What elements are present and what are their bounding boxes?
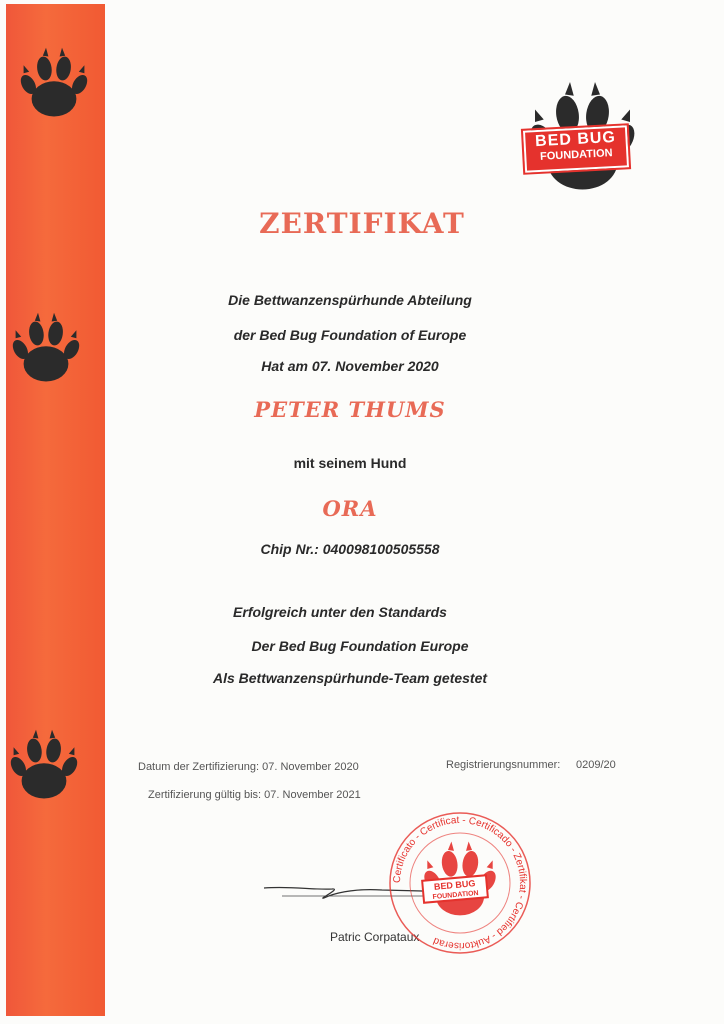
paw-print-icon [6,307,86,392]
foundation-logo-label [523,125,629,172]
paw-print-icon [14,42,94,127]
signer-name: Patric Corpataux [330,930,420,944]
certificate-title: ZERTIFIKAT [259,207,465,240]
paw-print-icon [4,724,84,809]
dog-name: ORA [322,496,378,521]
stamp-ring-text: Certificato - Certificat - Certificado - Zertifikat - Certified - Auktoriserad [391,814,529,952]
intro-line-3: Hat am 07. November 2020 [261,358,439,374]
decorative-side-strip [6,4,105,1016]
certification-stamp [385,808,535,958]
registration-number: 0209/20 [576,759,616,771]
result-line-2: Der Bed Bug Foundation Europe [251,638,469,654]
logo-line2: FOUNDATION [539,147,613,163]
valid-until: Zertifizierung gültig bis: 07. November 2021 [148,789,361,801]
intro-line-1: Die Bettwanzenspürhunde Abteilung [228,292,472,308]
certification-date: Datum der Zertifizierung: 07. November 2020 [138,761,359,773]
intro-line-2: der Bed Bug Foundation of Europe [233,327,467,343]
result-line-3: Als Bettwanzenspürhunde-Team getestet [212,670,488,686]
stamp-logo-line2: FOUNDATION [432,889,479,901]
registration-label: Registrierungsnummer: [446,759,561,771]
logo-line1: BED BUG [534,128,617,151]
with-dog-text: mit seinem Hund [293,455,407,471]
stamp-logo-line1: BED BUG [433,878,476,892]
chip-number: Chip Nr.: 040098100505558 [260,541,440,557]
result-line-1: Erfolgreich unter den Standards [233,604,447,620]
handler-name: PETER THUMS [254,397,446,422]
